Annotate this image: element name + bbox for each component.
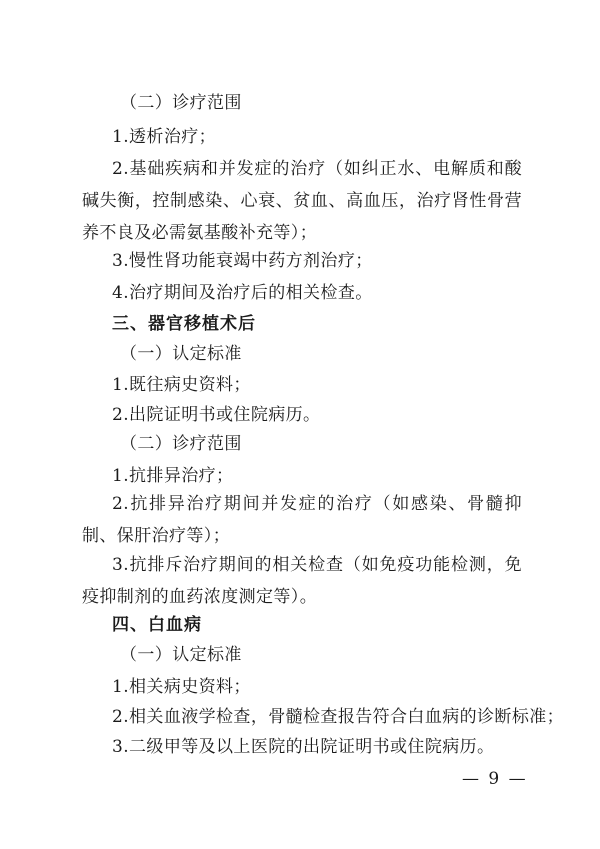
list-item: 1.既往病史资料； xyxy=(112,375,251,395)
list-item: 1.透析治疗； xyxy=(112,127,217,147)
list-item: 3.慢性肾功能衰竭中药方剂治疗； xyxy=(112,251,373,271)
subsection-heading-treatment-scope: （二）诊疗范围 xyxy=(120,93,242,113)
list-item: 2.抗排异治疗期间并发症的治疗（如感染、骨髓抑制、保肝治疗等）； xyxy=(82,494,522,546)
subsection-heading-criteria: （一）认定标准 xyxy=(120,645,242,665)
list-item: 2.基础疾病和并发症的治疗（如纠正水、电解质和酸碱失衡，控制感染、心衰、贫血、高血压，治疗肾性骨营养不良及必需氨基酸补充等）； xyxy=(82,159,522,243)
subsection-heading-treatment-scope: （二）诊疗范围 xyxy=(120,434,242,454)
section-title-leukemia: 四、白血病 xyxy=(112,615,202,635)
section-title-organ-transplant: 三、器官移植术后 xyxy=(112,314,256,334)
page-number: — 9 — xyxy=(462,769,528,789)
list-item: 2.出院证明书或住院病历。 xyxy=(112,405,321,425)
list-item: 3.抗排斥治疗期间的相关检查（如免疫功能检测，免疫抑制剂的血药浓度测定等）。 xyxy=(82,555,522,607)
list-item: 1.相关病史资料； xyxy=(112,677,251,697)
list-item: 4.治疗期间及治疗后的相关检查。 xyxy=(112,283,373,303)
list-item: 3.二级甲等及以上医院的出院证明书或住院病历。 xyxy=(112,737,495,757)
list-item: 1.抗排异治疗； xyxy=(112,466,234,486)
list-item: 2.相关血液学检查，骨髓检查报告符合白血病的诊断标准； xyxy=(112,707,565,727)
subsection-heading-criteria: （一）认定标准 xyxy=(120,344,242,364)
